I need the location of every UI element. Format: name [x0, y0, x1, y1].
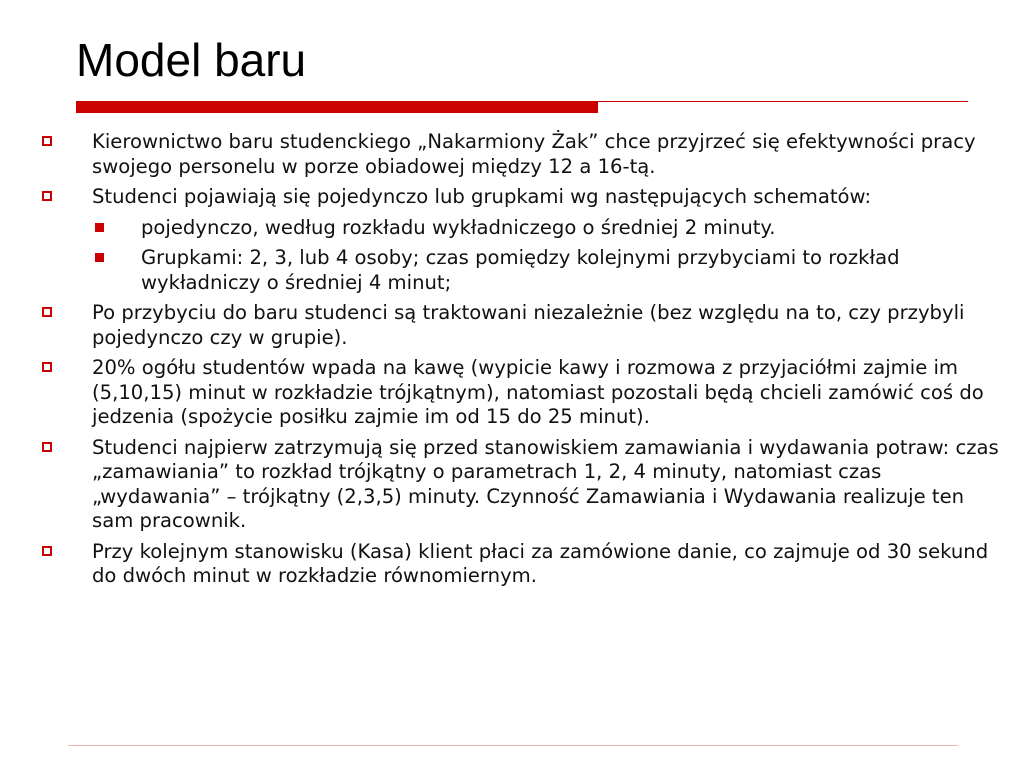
bullet-text: 20% ogółu studentów wpada na kawę (wypicie kawy i rozmowa z przyjaciółmi zajmie im (5,10,15) minut w rozkładzie trójkątnym), natomiast pozostali będą chcieli zamówić coś do jedzenia (spożycie posiłku zajmie im od 15 do 25 minut).	[92, 356, 984, 428]
hollow-square-bullet-icon	[42, 442, 52, 452]
sub-bullet-item	[42, 216, 1002, 241]
sub-bullet-text: pojedynczo, według rozkładu wykładniczego o średniej 2 minuty.	[141, 215, 776, 239]
hollow-square-bullet-icon	[42, 136, 52, 146]
title-underline-thick	[76, 101, 598, 113]
title-underline-thin	[598, 101, 968, 102]
bullet-text: Kierownictwo baru studenckiego „Nakarmiony Żak” chce przyjrzeć się efektywności pracy swojego personelu w porze obiadowej między 12 a 16-tą.	[92, 130, 976, 178]
bullet-list	[42, 130, 1002, 595]
bullet-text: Po przybyciu do baru studenci są traktowani niezależnie (bez względu na to, czy przybyli pojedynczo czy w grupie).	[92, 301, 965, 349]
bullet-text: Studenci pojawiają się pojedynczo lub grupkami wg następujących schematów:	[92, 185, 872, 208]
hollow-square-bullet-icon	[42, 362, 52, 372]
sub-bullet-item	[42, 246, 1002, 295]
bullet-item	[42, 130, 1002, 179]
slide-title: Model baru	[76, 34, 307, 86]
bullet-item	[42, 301, 1002, 350]
bullet-text: Studenci najpierw zatrzymują się przed stanowiskiem zamawiania i wydawania potraw: czas „zamawiania” to rozkład trójkątny o parametrach 1, 2, 4 minuty, natomiast czas „wydawania” – trójkątny (2,3,5) minuty. Czynność Zamawiania i Wydawania realizuje ten sam pracownik.	[92, 435, 999, 532]
filled-square-bullet-icon	[95, 253, 104, 262]
hollow-square-bullet-icon	[42, 307, 52, 317]
sub-bullet-text: Grupkami: 2, 3, lub 4 osoby; czas pomiędzy kolejnymi przybyciami to rozkład wykładniczy o średniej 4 minut;	[141, 246, 900, 294]
footer-divider	[68, 745, 958, 746]
bullet-text: Przy kolejnym stanowisku (Kasa) klient płaci za zamówione danie, co zajmuje od 30 sekund do dwóch minut w rozkładzie równomiernym.	[92, 539, 989, 587]
filled-square-bullet-icon	[95, 223, 104, 232]
bullet-item	[42, 356, 1002, 430]
hollow-square-bullet-icon	[42, 546, 52, 556]
bullet-item	[42, 540, 1002, 589]
bullet-item	[42, 185, 1002, 210]
bullet-item	[42, 436, 1002, 534]
hollow-square-bullet-icon	[42, 191, 52, 201]
